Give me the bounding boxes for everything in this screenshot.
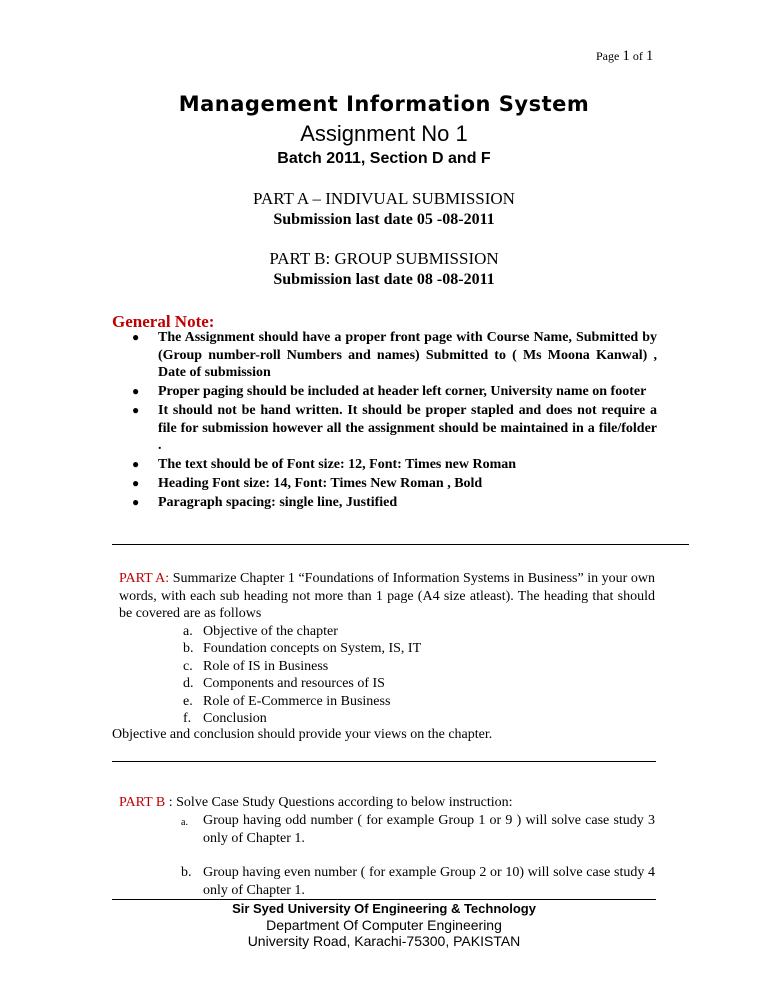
list-item: ● It should not be hand written. It should be proper stapled and does not require a file for submission however all the assignment should be maintained in a file/folder . <box>132 403 657 453</box>
list-item: ● Heading Font size: 14, Font: Times New Roman , Bold <box>132 476 483 491</box>
list-item: ● The Assignment should have a proper front page with Course Name, Submitted by (Group number-roll Numbers and names) Submitted to ( Ms Moona Kanwal) , Date of submission <box>132 330 657 380</box>
list-item: ● The text should be of Font size: 12, Font: Times new Roman <box>132 457 517 472</box>
part-b-heading: PART B: GROUP SUBMISSION <box>269 249 499 268</box>
footer-university: Sir Syed University Of Engineering & Technology <box>232 901 536 916</box>
footer-department: Department Of Computer Engineering <box>266 917 502 933</box>
list-item: c. Role of IS in Business <box>183 658 329 674</box>
list-item: b. Group having even number ( for example Group 2 or 10) will solve case study 4 only of Chapter 1. <box>181 865 655 898</box>
page-number: Page 1 of 1 <box>596 48 654 64</box>
part-b-paragraph: PART B : Solve Case Study Questions according to below instruction: <box>119 795 513 810</box>
assignment-title: Assignment No 1 <box>300 121 468 146</box>
part-a-closing: Objective and conclusion should provide your views on the chapter. <box>112 727 493 742</box>
list-item: d. Components and resources of IS <box>183 676 385 692</box>
bullet-icon: ● <box>132 330 140 344</box>
list-item: a. Objective of the chapter <box>183 624 338 639</box>
part-a-list <box>183 623 421 727</box>
bullet-icon: ● <box>132 457 140 471</box>
part-a-date: Submission last date 05 -08-2011 <box>273 211 495 228</box>
part-b-date: Submission last date 08 -08-2011 <box>273 271 495 288</box>
list-item: a. Group having odd number ( for example Group 1 or 9 ) will solve case study 3 only of Chapter 1. <box>181 813 655 846</box>
part-a-heading: PART A – INDIVUAL SUBMISSION <box>253 189 515 208</box>
footer-divider <box>112 899 656 900</box>
part-a-label: PART A: <box>119 571 170 586</box>
list-item: ● Paragraph spacing: single line, Justified <box>132 495 398 510</box>
page-current: 1 <box>622 48 630 64</box>
general-note-heading: General Note: <box>112 312 215 331</box>
bullet-icon: ● <box>132 403 140 417</box>
bullet-icon: ● <box>132 384 140 398</box>
page-total: 1 <box>645 48 654 64</box>
part-a-paragraph: PART A: Summarize Chapter 1 “Foundations of Information Systems in Business” in your own words, with each sub heading not more than 1 page (A4 size atleast). The heading that should be covered are as follows <box>119 571 655 621</box>
divider <box>112 544 689 545</box>
bullet-icon: ● <box>132 476 140 490</box>
general-note-list <box>112 329 657 513</box>
part-b-label: PART B <box>119 795 166 810</box>
course-title: Management Information System <box>178 92 590 116</box>
list-item: e. Role of E-Commerce in Business <box>183 693 391 709</box>
bullet-icon: ● <box>132 495 140 509</box>
list-item: ● Proper paging should be included at header left corner, University name on footer <box>132 384 647 399</box>
footer-address: University Road, Karachi-75300, PAKISTAN <box>247 933 521 949</box>
list-item: b. Foundation concepts on System, IS, IT <box>183 641 422 657</box>
list-item: f. Conclusion <box>183 711 267 727</box>
batch-subtitle: Batch 2011, Section D and F <box>277 150 491 167</box>
divider <box>112 761 656 762</box>
